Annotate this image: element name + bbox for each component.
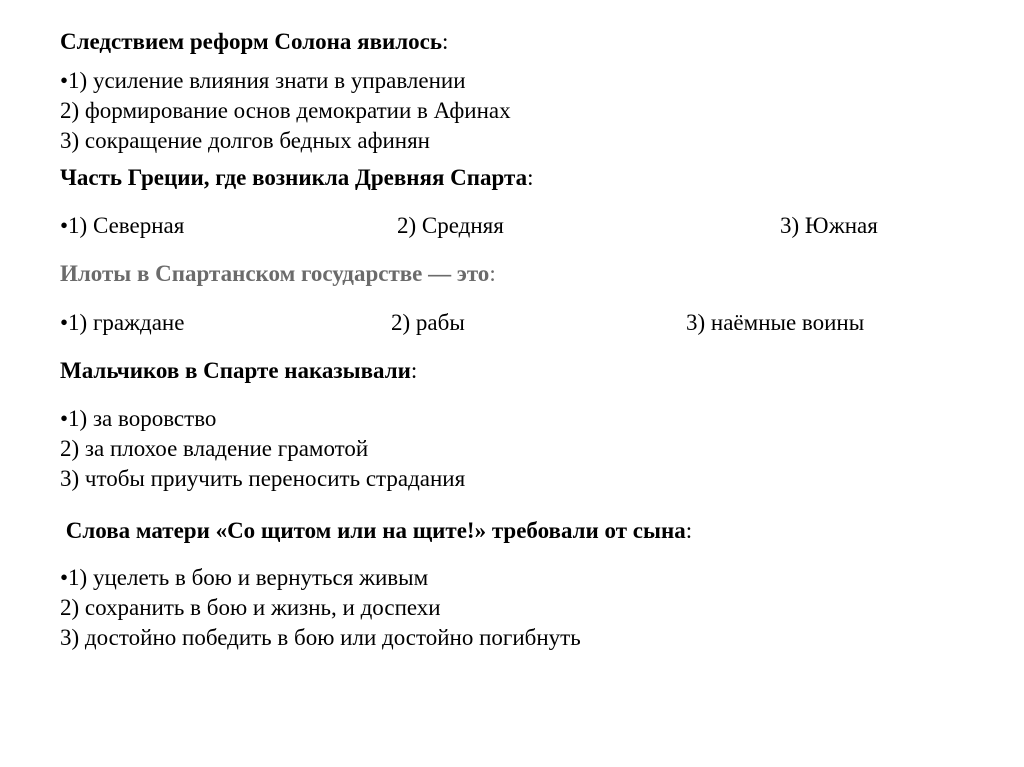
answer-2-2: 2) Средняя	[397, 213, 504, 238]
question-3-answers	[60, 308, 960, 338]
answer-3-1: •1) граждане	[60, 310, 185, 335]
answer-4-3: 3) чтобы приучить переносить страдания	[60, 466, 466, 491]
answer-5-2: 2) сохранить в бою и жизнь, и доспехи	[60, 595, 441, 620]
answer-2-1: •1) Северная	[60, 213, 185, 238]
question-3-colon: :	[489, 261, 496, 286]
question-2-text: Часть Греции, где возникла Древняя Спарта	[60, 165, 528, 190]
question-4-text: Мальчиков в Спарте наказывали	[60, 358, 411, 383]
answer-1-2: 2) формирование основ демократии в Афинах	[60, 98, 511, 123]
question-3-text: Илоты в Спартанском государстве — это	[60, 261, 490, 286]
question-1-text: Следствием реформ Солона явилось	[60, 29, 443, 54]
question-4-colon: :	[410, 358, 418, 383]
question-4-answers	[60, 404, 465, 494]
answer-5-3: 3) достойно победить в бою или достойно погибнуть	[60, 625, 581, 650]
question-1-colon: :	[442, 29, 449, 54]
answer-4-1: •1) за воровство	[60, 406, 217, 431]
answer-1-3: 3) сокращение долгов бедных афинян	[60, 128, 430, 153]
question-2-title	[60, 164, 534, 192]
question-1-title	[60, 28, 448, 56]
question-5-title	[60, 517, 692, 545]
answer-5-1: •1) уцелеть в бою и вернуться живым	[60, 565, 429, 590]
answer-1-1: •1) усиление влияния знати в управлении	[60, 68, 466, 93]
question-2-answers	[60, 211, 960, 241]
answer-4-2: 2) за плохое владение грамотой	[60, 436, 369, 461]
question-5-text: Слова матери «Со щитом или на щите!» требовали от сына	[60, 518, 686, 543]
question-5-colon: :	[685, 518, 693, 543]
question-2-colon: :	[527, 165, 534, 190]
question-3-title	[60, 260, 496, 288]
question-4-title	[60, 357, 417, 385]
answer-2-3: 3) Южная	[780, 213, 878, 238]
answer-3-2: 2) рабы	[391, 310, 465, 335]
question-1-answers	[60, 66, 511, 156]
answer-3-3: 3) наёмные воины	[686, 310, 865, 335]
question-5-answers	[60, 563, 581, 653]
